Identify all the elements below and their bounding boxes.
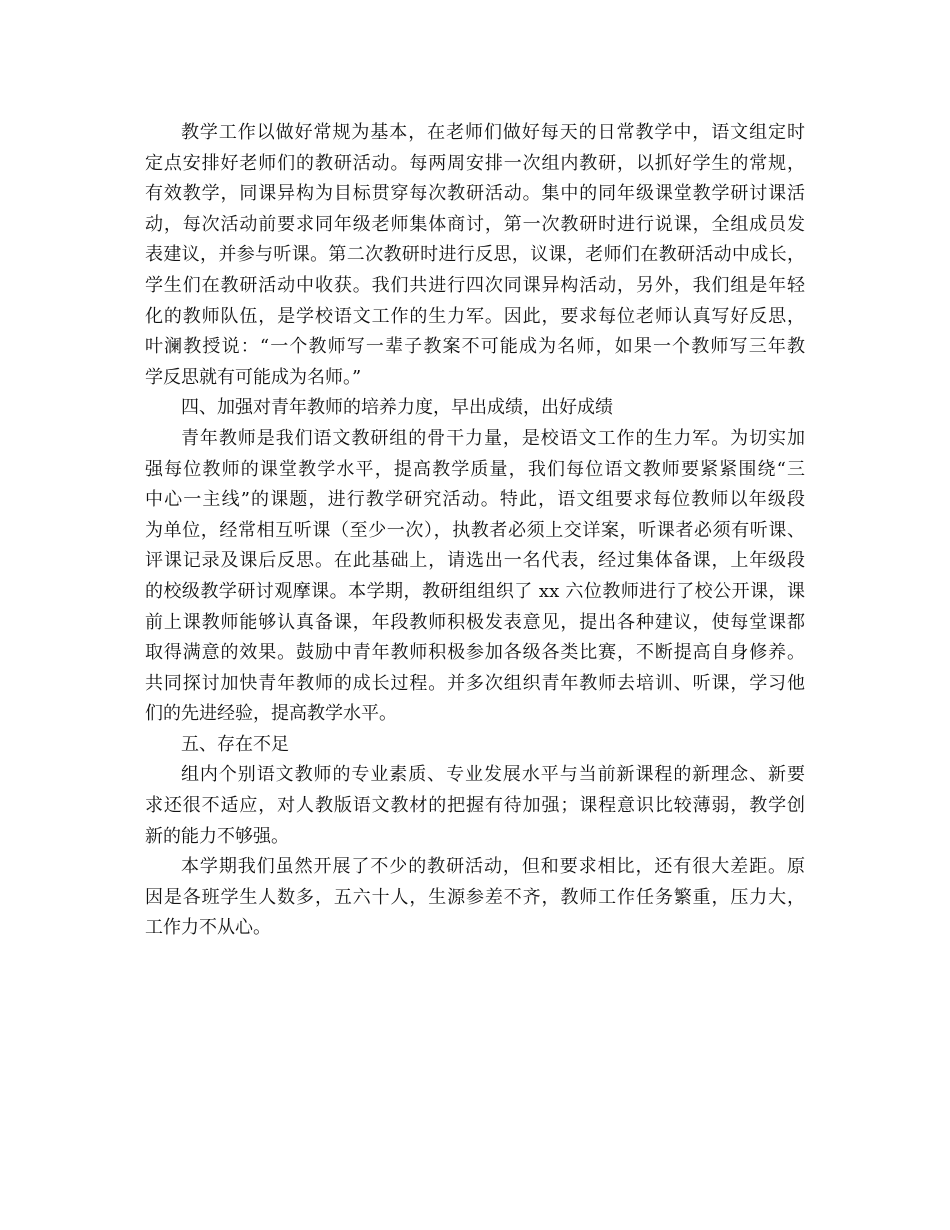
text-line: 有效教学，同课异构为目标贯穿每次教研活动。集中的同年级课堂教学研讨课活 (145, 183, 805, 205)
text-line: 表建议，并参与听课。第二次教研时进行反思，议课，老师们在教研活动中成长， (145, 244, 805, 266)
text-line: 新的能力不够强。 (145, 825, 289, 847)
text-line: 中心一主线”的课题，进行教学研究活动。特此，语文组要求每位教师以年级段 (145, 489, 805, 511)
text-line: 本学期我们虽然开展了不少的教研活动，但和要求相比，还有很大差距。原 (181, 856, 805, 878)
text-line: 五、存在不足 (181, 733, 289, 755)
text-line: 求还很不适应，对人教版语文教材的把握有待加强；课程意识比较薄弱，教学创 (145, 795, 805, 817)
text-line: 因是各班学生人数多，五六十人，生源参差不齐，教师工作任务繁重，压力大， (145, 886, 805, 908)
text-line: 化的教师队伍，是学校语文工作的生力军。因此，要求每位老师认真写好反思， (145, 305, 805, 327)
text-line: 组内个别语文教师的专业素质、专业发展水平与当前新课程的新理念、新要 (181, 764, 805, 786)
text-line: 学生们在教研活动中收获。我们共进行四次同课异构活动，另外，我们组是年轻 (145, 274, 805, 296)
text-line: 取得满意的效果。鼓励中青年教师积极参加各级各类比赛，不断提高自身修养。 (145, 642, 805, 664)
text-line: 学反思就有可能成为名师。” (145, 366, 362, 388)
text-line: 的校级教学研讨观摩课。本学期，教研组组织了 xx 六位教师进行了校公开课，课 (145, 580, 805, 602)
text-line: 为单位，经常相互听课（至少一次），执教者必须上交详案，听课者必须有听课、 (145, 519, 805, 541)
text-line: 动，每次活动前要求同年级老师集体商讨，第一次教研时进行说课，全组成员发 (145, 213, 805, 235)
text-line: 定点安排好老师们的教研活动。每两周安排一次组内教研，以抓好学生的常规， (145, 152, 805, 174)
document-body (145, 118, 805, 944)
text-line: 共同探讨加快青年教师的成长过程。并多次组织青年教师去培训、听课，学习他 (145, 672, 805, 694)
text-line: 工作力不从心。 (145, 917, 271, 939)
text-line: 前上课教师能够认真备课，年段教师积极发表意见，提出各种建议，使每堂课都 (145, 611, 805, 633)
text-line: 四、加强对青年教师的培养力度，早出成绩，出好成绩 (181, 397, 613, 419)
text-line: 们的先进经验，提高教学水平。 (145, 703, 397, 725)
text-line: 评课记录及课后反思。在此基础上，请选出一名代表，经过集体备课，上年级段 (145, 550, 805, 572)
text-line: 强每位教师的课堂教学水平，提高教学质量，我们每位语文教师要紧紧围绕“三 (145, 458, 805, 480)
text-line: 叶澜教授说：“一个教师写一辈子教案不可能成为名师，如果一个教师写三年教 (145, 336, 805, 358)
text-line: 青年教师是我们语文教研组的骨干力量，是校语文工作的生力军。为切实加 (181, 427, 805, 449)
text-line: 教学工作以做好常规为基本，在老师们做好每天的日常教学中，语文组定时 (181, 122, 805, 143)
